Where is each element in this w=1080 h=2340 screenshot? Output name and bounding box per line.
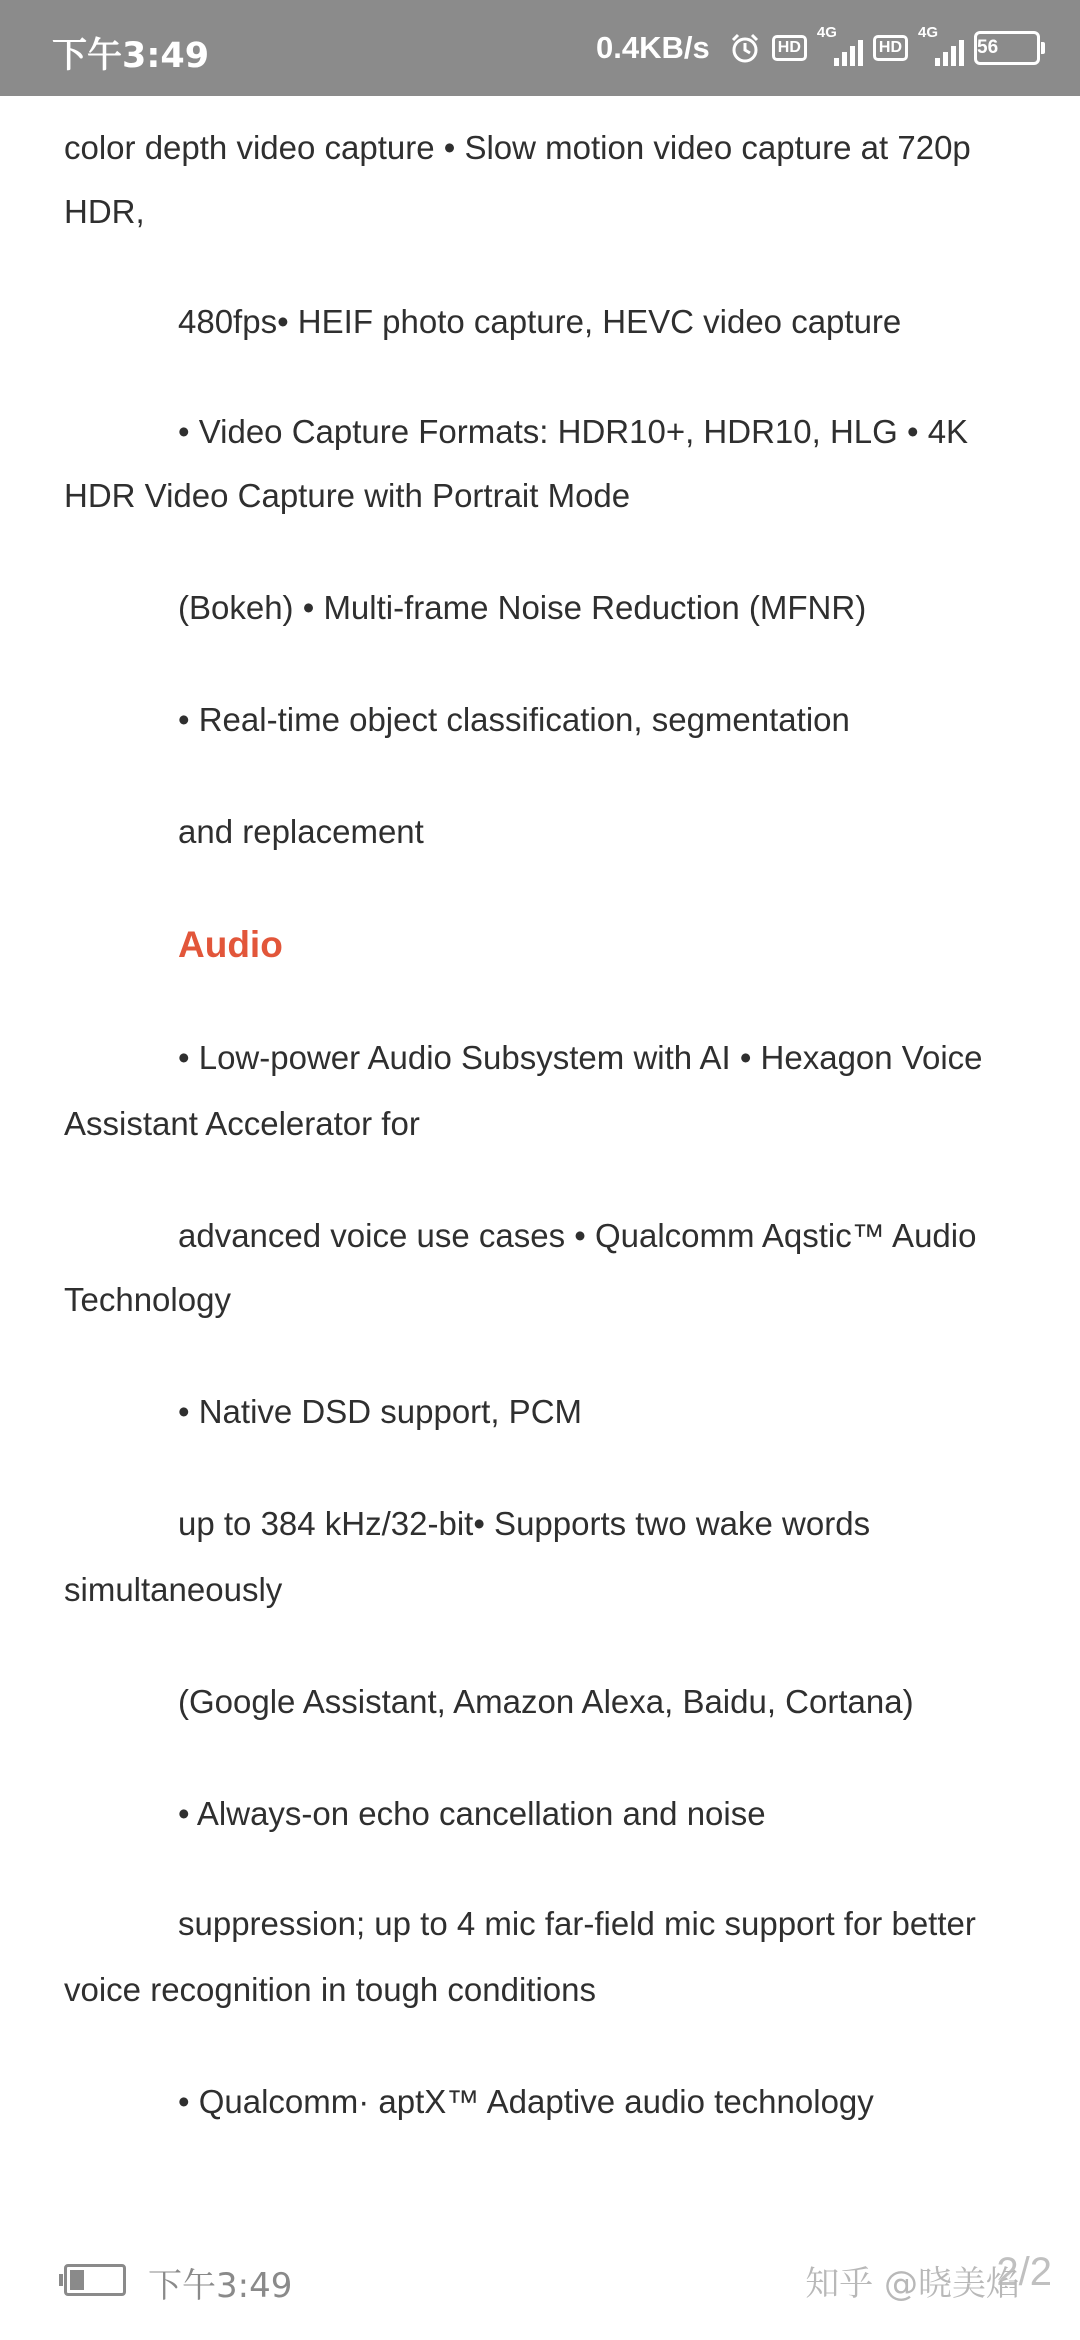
text-line: and replacement [178, 813, 424, 850]
text-line: suppression; up to 4 mic far-field mic support for better [178, 1905, 976, 1942]
hd-icon: HD [772, 35, 807, 61]
text-line: HDR, [64, 193, 145, 230]
text-line: color depth video capture • Slow motion video capture at 720p [64, 129, 971, 166]
text-line: 480fps• HEIF photo capture, HEVC video capture [178, 303, 902, 340]
text-line: • Native DSD support, PCM [178, 1393, 583, 1430]
text-line: up to 384 kHz/32-bit• Supports two wake words [178, 1505, 871, 1542]
battery-icon: 56 [974, 31, 1040, 65]
text-line: Technology [64, 1281, 231, 1318]
watermark: 知乎 @晓美焰 [805, 2264, 1020, 2304]
text-line: HDR Video Capture with Portrait Mode [64, 477, 631, 514]
text-line: simultaneously [64, 1571, 283, 1608]
network-speed: 0.4KB/s [596, 30, 710, 65]
status-time: 下午3:49 [52, 36, 210, 76]
text-line: • Qualcomm· aptX™ Adaptive audio technology [178, 2083, 874, 2120]
status-bar [0, 0, 1080, 96]
status-icons [596, 24, 1040, 72]
page-indicator: 2/2 [996, 2250, 1052, 2294]
footer-time: 下午3:49 [148, 2266, 293, 2306]
text-line: • Real-time object classification, segmentation [178, 701, 850, 738]
text-line: • Low-power Audio Subsystem with AI • Hexagon Voice [178, 1039, 983, 1076]
text-line: Assistant Accelerator for [64, 1105, 420, 1142]
signal-4g-icon [816, 24, 863, 66]
text-line: • Always-on echo cancellation and noise [178, 1795, 766, 1832]
text-line: (Google Assistant, Amazon Alexa, Baidu, Cortana) [178, 1683, 914, 1720]
footer-battery-icon [64, 2264, 126, 2296]
alarm-icon [728, 31, 762, 65]
text-line: (Bokeh) • Multi-frame Noise Reduction (MFNR) [178, 589, 867, 626]
hd-icon-2: HD [873, 35, 908, 61]
signal-4g-label-2: 4G [918, 24, 939, 41]
text-line: • Video Capture Formats: HDR10+, HDR10, HLG • 4K [178, 413, 969, 450]
reader-footer [0, 2240, 1080, 2320]
text-line: voice recognition in tough conditions [64, 1971, 597, 2008]
text-line: advanced voice use cases • Qualcomm Aqstic™ Audio [178, 1217, 977, 1254]
signal-4g-icon-2 [918, 24, 964, 66]
section-heading-audio: Audio [178, 924, 283, 965]
signal-4g-label: 4G [816, 24, 837, 41]
